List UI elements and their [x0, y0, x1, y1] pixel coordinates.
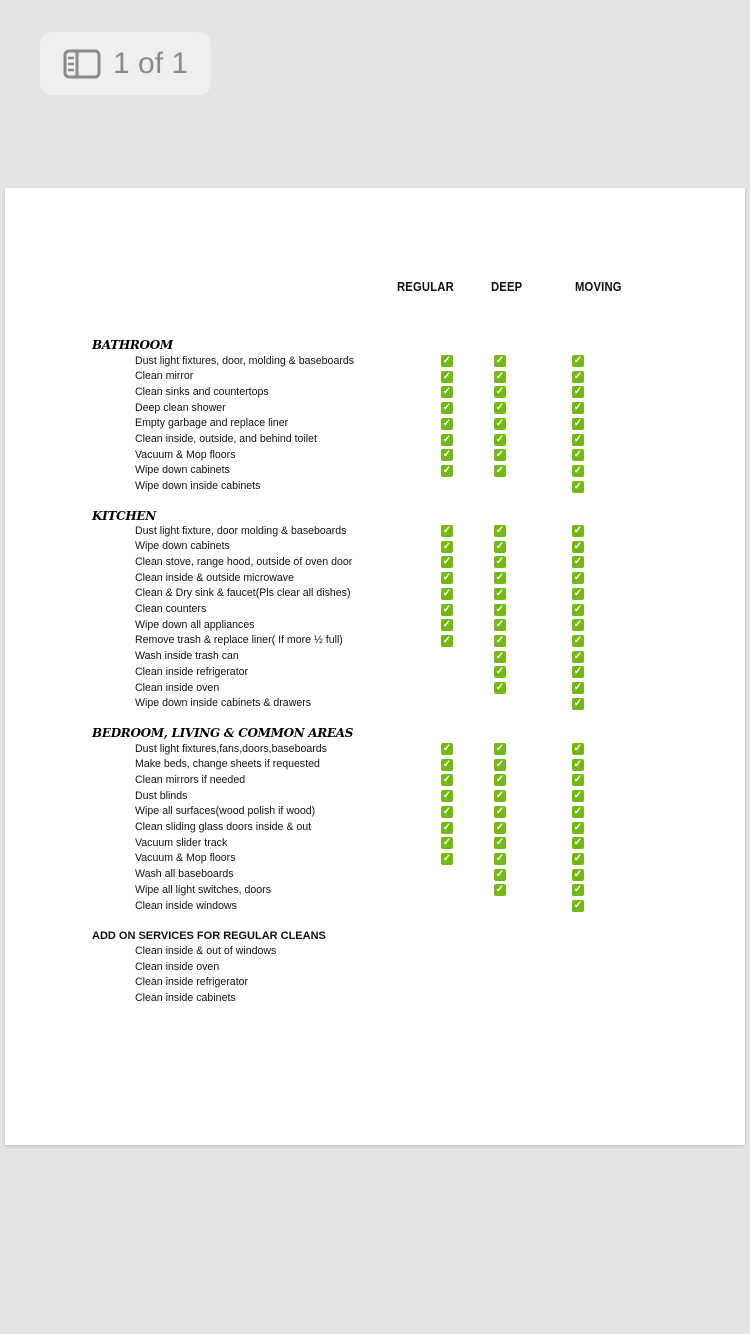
- column-header-deep: DEEP: [491, 280, 523, 294]
- checkmark-icon-deep: ✓: [495, 868, 505, 880]
- checklist-task: Clean stove, range hood, outside of oven door: [135, 555, 353, 568]
- checklist-task: Clean inside oven: [135, 681, 220, 694]
- checklist-task: Wipe down cabinets: [135, 464, 230, 477]
- checklist-task: Vacuum & Mop floors: [135, 448, 236, 461]
- checkmark-icon-regular: ✓: [442, 852, 452, 864]
- checkmark-icon-regular: ✓: [442, 355, 452, 366]
- checkmark-icon-moving: ✓: [573, 433, 583, 445]
- addon-service-item: Clean inside oven: [135, 960, 220, 973]
- section-title: KITCHEN: [92, 509, 156, 523]
- checkmark-icon-moving: ✓: [573, 556, 583, 568]
- checklist-task: Clean & Dry sink & faucet(Pls clear all dishes): [135, 587, 351, 600]
- checkmark-icon-moving: ✓: [573, 386, 583, 398]
- checkmark-icon-deep: ✓: [495, 774, 505, 786]
- checkmark-icon-moving: ✓: [573, 634, 583, 646]
- checklist-task: Clean mirrors if needed: [135, 773, 246, 786]
- checklist-task: Clean sinks and countertops: [135, 385, 269, 398]
- checkmark-icon-regular: ✓: [442, 587, 452, 599]
- checkmark-icon-moving: ✓: [573, 370, 583, 382]
- column-header-moving: MOVING: [575, 280, 622, 294]
- checklist-task: Vacuum & Mop floors: [135, 852, 236, 865]
- checkmark-icon-deep: ✓: [495, 370, 505, 382]
- checkmark-icon-deep: ✓: [495, 682, 505, 693]
- checkmark-icon-regular: ✓: [442, 402, 452, 414]
- checkmark-icon-moving: ✓: [573, 821, 583, 833]
- checkmark-icon-regular: ✓: [442, 386, 452, 398]
- checkmark-icon-deep: ✓: [495, 634, 505, 646]
- checkmark-icon-moving: ✓: [573, 587, 583, 599]
- checkmark-icon-regular: ✓: [442, 743, 452, 754]
- checklist-task: Wash inside trash can: [135, 650, 239, 663]
- checklist-task: Wipe down inside cabinets & drawers: [135, 697, 312, 710]
- section-title: BATHROOM: [92, 338, 173, 352]
- addon-service-item: Clean inside refrigerator: [135, 976, 249, 989]
- checklist-task: Deep clean shower: [135, 401, 226, 414]
- checkmark-icon-moving: ✓: [573, 525, 583, 536]
- checkmark-icon-regular: ✓: [442, 821, 452, 833]
- checklist-task: Clean inside windows: [135, 899, 237, 912]
- checkmark-icon-moving: ✓: [573, 464, 583, 476]
- checkmark-icon-regular: ✓: [442, 449, 452, 461]
- section-title: BEDROOM, LIVING & COMMON AREAS: [92, 726, 354, 740]
- checkmark-icon-moving: ✓: [573, 682, 583, 693]
- checkmark-icon-deep: ✓: [495, 433, 505, 445]
- checkmark-icon-moving: ✓: [573, 480, 583, 492]
- checkmark-icon-deep: ✓: [495, 758, 505, 770]
- checklist-task: Clean inside refrigerator: [135, 665, 249, 678]
- checkmark-icon-deep: ✓: [495, 837, 505, 849]
- checklist-task: Clean inside, outside, and behind toilet: [135, 433, 317, 445]
- checklist-task: Clean sliding glass doors inside & out: [135, 821, 312, 833]
- checklist-task: Dust light fixtures, door, molding & baseboards: [135, 354, 355, 367]
- checkmark-icon-moving: ✓: [573, 417, 583, 429]
- checkmark-icon-moving: ✓: [573, 540, 583, 552]
- checkmark-icon-regular: ✓: [442, 370, 452, 382]
- checkmark-icon-moving: ✓: [573, 790, 583, 802]
- checkmark-icon-deep: ✓: [495, 852, 505, 864]
- checkmark-icon-moving: ✓: [573, 900, 583, 911]
- checkmark-icon-deep: ✓: [495, 884, 505, 896]
- checkmark-icon-moving: ✓: [573, 743, 583, 754]
- addon-service-item: Clean inside & out of windows: [135, 945, 277, 957]
- checklist-task: Dust blinds: [135, 789, 188, 802]
- checkmark-icon-deep: ✓: [495, 743, 505, 754]
- checkmark-icon-deep: ✓: [495, 540, 505, 552]
- checkmark-icon-regular: ✓: [442, 433, 452, 445]
- checkmark-icon-deep: ✓: [495, 572, 505, 584]
- checklist-task: Clean inside & outside microwave: [135, 571, 294, 584]
- checkmark-icon-regular: ✓: [442, 572, 452, 584]
- checkmark-icon-deep: ✓: [495, 417, 505, 429]
- checklist-task: Wipe down inside cabinets: [135, 480, 261, 493]
- checkmark-icon-regular: ✓: [442, 758, 452, 770]
- checkmark-icon-regular: ✓: [442, 619, 452, 631]
- addon-service-item: Clean inside cabinets: [135, 992, 236, 1005]
- addon-services-title: ADD ON SERVICES FOR REGULAR CLEANS: [92, 930, 326, 942]
- checkmark-icon-moving: ✓: [573, 666, 583, 678]
- checkmark-icon-regular: ✓: [442, 805, 452, 817]
- checkmark-icon-regular: ✓: [442, 603, 452, 615]
- checkmark-icon-moving: ✓: [573, 884, 583, 896]
- checkmark-icon-deep: ✓: [495, 402, 505, 414]
- checkmark-icon-regular: ✓: [442, 417, 452, 429]
- checkmark-icon-moving: ✓: [573, 619, 583, 631]
- checkmark-icon-moving: ✓: [573, 774, 583, 786]
- checklist-task: Clean counters: [135, 603, 207, 615]
- checkmark-icon-deep: ✓: [495, 587, 505, 599]
- checklist-task: Make beds, change sheets if requested: [135, 758, 320, 771]
- checklist-task: Wipe down cabinets: [135, 540, 230, 553]
- checkmark-icon-moving: ✓: [573, 572, 583, 584]
- checkmark-icon-moving: ✓: [573, 402, 583, 414]
- checkmark-icon-deep: ✓: [495, 821, 505, 833]
- checkmark-icon-deep: ✓: [495, 464, 505, 476]
- checkmark-icon-deep: ✓: [495, 603, 505, 615]
- checklist-task: Remove trash & replace liner( If more ½ full): [135, 634, 343, 647]
- checkmark-icon-regular: ✓: [442, 634, 452, 646]
- checklist-task: Dust light fixture, door molding & baseboards: [135, 524, 347, 537]
- checkmark-icon-moving: ✓: [573, 758, 583, 770]
- page-indicator[interactable]: [40, 32, 211, 95]
- checkmark-icon-regular: ✓: [442, 774, 452, 786]
- checkmark-icon-regular: ✓: [442, 556, 452, 568]
- document-page: [5, 188, 745, 1145]
- checkmark-icon-moving: ✓: [573, 852, 583, 864]
- checkmark-icon-deep: ✓: [495, 619, 505, 631]
- checkmark-icon-deep: ✓: [495, 790, 505, 802]
- checklist-task: Wipe all surfaces(wood polish if wood): [135, 805, 316, 818]
- checkmark-icon-regular: ✓: [442, 525, 452, 536]
- checkmark-icon-moving: ✓: [573, 355, 583, 366]
- checklist-task: Dust light fixtures,fans,doors,baseboards: [135, 742, 327, 755]
- checkmark-icon-moving: ✓: [573, 603, 583, 615]
- checkmark-icon-regular: ✓: [442, 837, 452, 849]
- checkmark-icon-regular: ✓: [442, 790, 452, 802]
- checkmark-icon-deep: ✓: [495, 805, 505, 817]
- checkmark-icon-moving: ✓: [573, 697, 583, 709]
- checklist-task: Wash all baseboards: [135, 868, 234, 881]
- sidebar-panel-icon: [63, 49, 101, 79]
- checkmark-icon-deep: ✓: [495, 449, 505, 461]
- column-header-regular: REGULAR: [397, 280, 454, 294]
- checkmark-icon-deep: ✓: [495, 525, 505, 536]
- checkmark-icon-moving: ✓: [573, 868, 583, 880]
- checkmark-icon-moving: ✓: [573, 449, 583, 461]
- checklist-task: Wipe all light switches, doors: [135, 883, 272, 896]
- checklist-task: Vacuum slider track: [135, 836, 228, 849]
- checkmark-icon-regular: ✓: [442, 540, 452, 552]
- checkmark-icon-moving: ✓: [573, 650, 583, 662]
- checklist-task: Wipe down all appliances: [135, 618, 255, 631]
- checkmark-icon-regular: ✓: [442, 464, 452, 476]
- checkmark-icon-moving: ✓: [573, 805, 583, 817]
- page-indicator-label: 1 of 1: [113, 46, 189, 80]
- checkmark-icon-deep: ✓: [495, 355, 505, 366]
- checklist-task: Empty garbage and replace liner: [135, 417, 289, 430]
- checkmark-icon-deep: ✓: [495, 666, 505, 678]
- checkmark-icon-deep: ✓: [495, 556, 505, 568]
- checkmark-icon-moving: ✓: [573, 837, 583, 849]
- checklist-task: Clean mirror: [135, 370, 194, 383]
- checkmark-icon-deep: ✓: [495, 650, 505, 662]
- checkmark-icon-deep: ✓: [495, 386, 505, 398]
